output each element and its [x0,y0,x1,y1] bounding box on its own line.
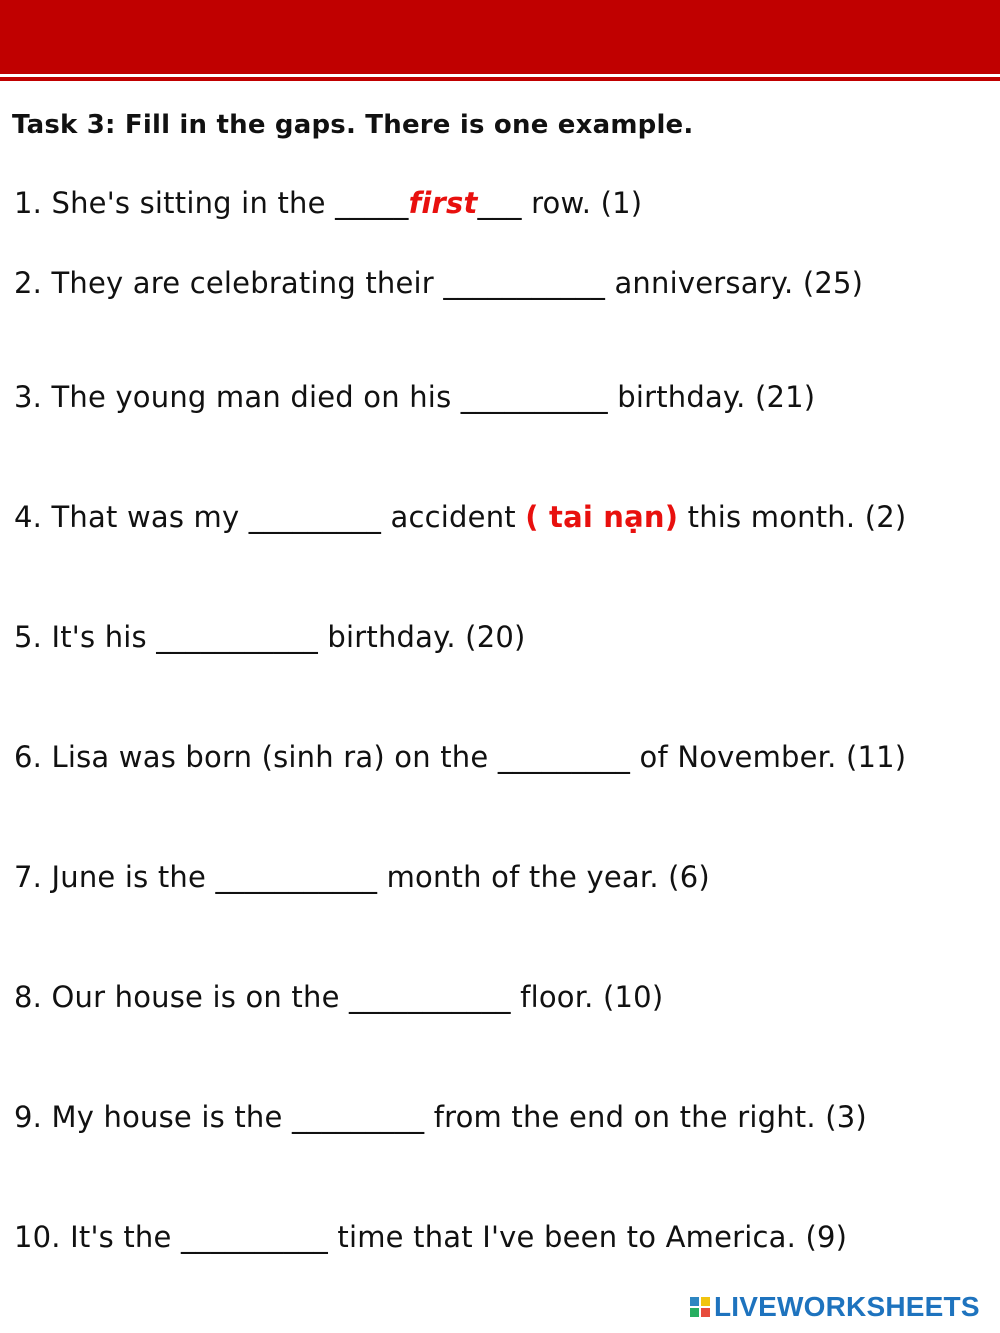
question-text: 1. She's sitting in the [14,186,336,220]
question-text: from the end on the right. (3) [424,1100,867,1134]
answer-blank[interactable]: _________ [291,1100,425,1134]
header-bar [0,0,1000,74]
question-text: of November. (11) [630,740,907,774]
question-text: 2. They are celebrating their [14,266,444,300]
question-7 [14,860,710,894]
question-text: 10. It's the [14,1220,181,1254]
question-2 [14,266,863,300]
question-text: 5. It's his [14,620,157,654]
answer-blank[interactable]: __________ [180,1220,328,1254]
answer-blank[interactable]: ___________ [215,860,378,894]
question-text: this month. (2) [678,500,907,534]
header-divider [0,77,1000,81]
gap-blank: _____ [335,186,409,220]
logo-text: LIVEWORKSHEETS [714,1291,980,1322]
question-text: month of the year. (6) [377,860,710,894]
question-text: 7. June is the [14,860,216,894]
question-3 [14,380,815,414]
gap-blank: ___ [477,186,522,220]
question-text: 6. Lisa was born (sinh ra) on the [14,740,498,774]
task-title: Task 3: Fill in the gaps. There is one example. [12,110,694,140]
question-4 [14,500,906,534]
answer-blank[interactable]: _________ [497,740,631,774]
example-answer: first [408,186,478,220]
question-5 [14,620,526,654]
question-1 [14,186,642,220]
question-text: 3. The young man died on his [14,380,461,414]
question-8 [14,980,663,1014]
question-6 [14,740,906,774]
logo-grid-icon [690,1297,710,1317]
question-text: anniversary. (25) [605,266,864,300]
question-10 [14,1220,847,1254]
question-9 [14,1100,867,1134]
answer-blank[interactable]: __________ [460,380,608,414]
question-text: accident [381,500,526,534]
answer-blank[interactable]: ___________ [443,266,606,300]
question-text: row. (1) [521,186,643,220]
answer-blank[interactable]: _________ [248,500,382,534]
question-text: 9. My house is the [14,1100,292,1134]
question-text: 8. Our house is on the [14,980,350,1014]
answer-blank[interactable]: ___________ [156,620,318,654]
liveworksheets-logo[interactable] [690,1291,980,1323]
question-text: birthday. (21) [607,380,816,414]
question-text: floor. (10) [510,980,664,1014]
question-text: time that I've been to America. (9) [327,1220,848,1254]
question-text: birthday. (20) [317,620,526,654]
translation-note: ( tai nạn) [525,500,679,534]
question-text: 4. That was my [14,500,249,534]
answer-blank[interactable]: ___________ [349,980,511,1014]
